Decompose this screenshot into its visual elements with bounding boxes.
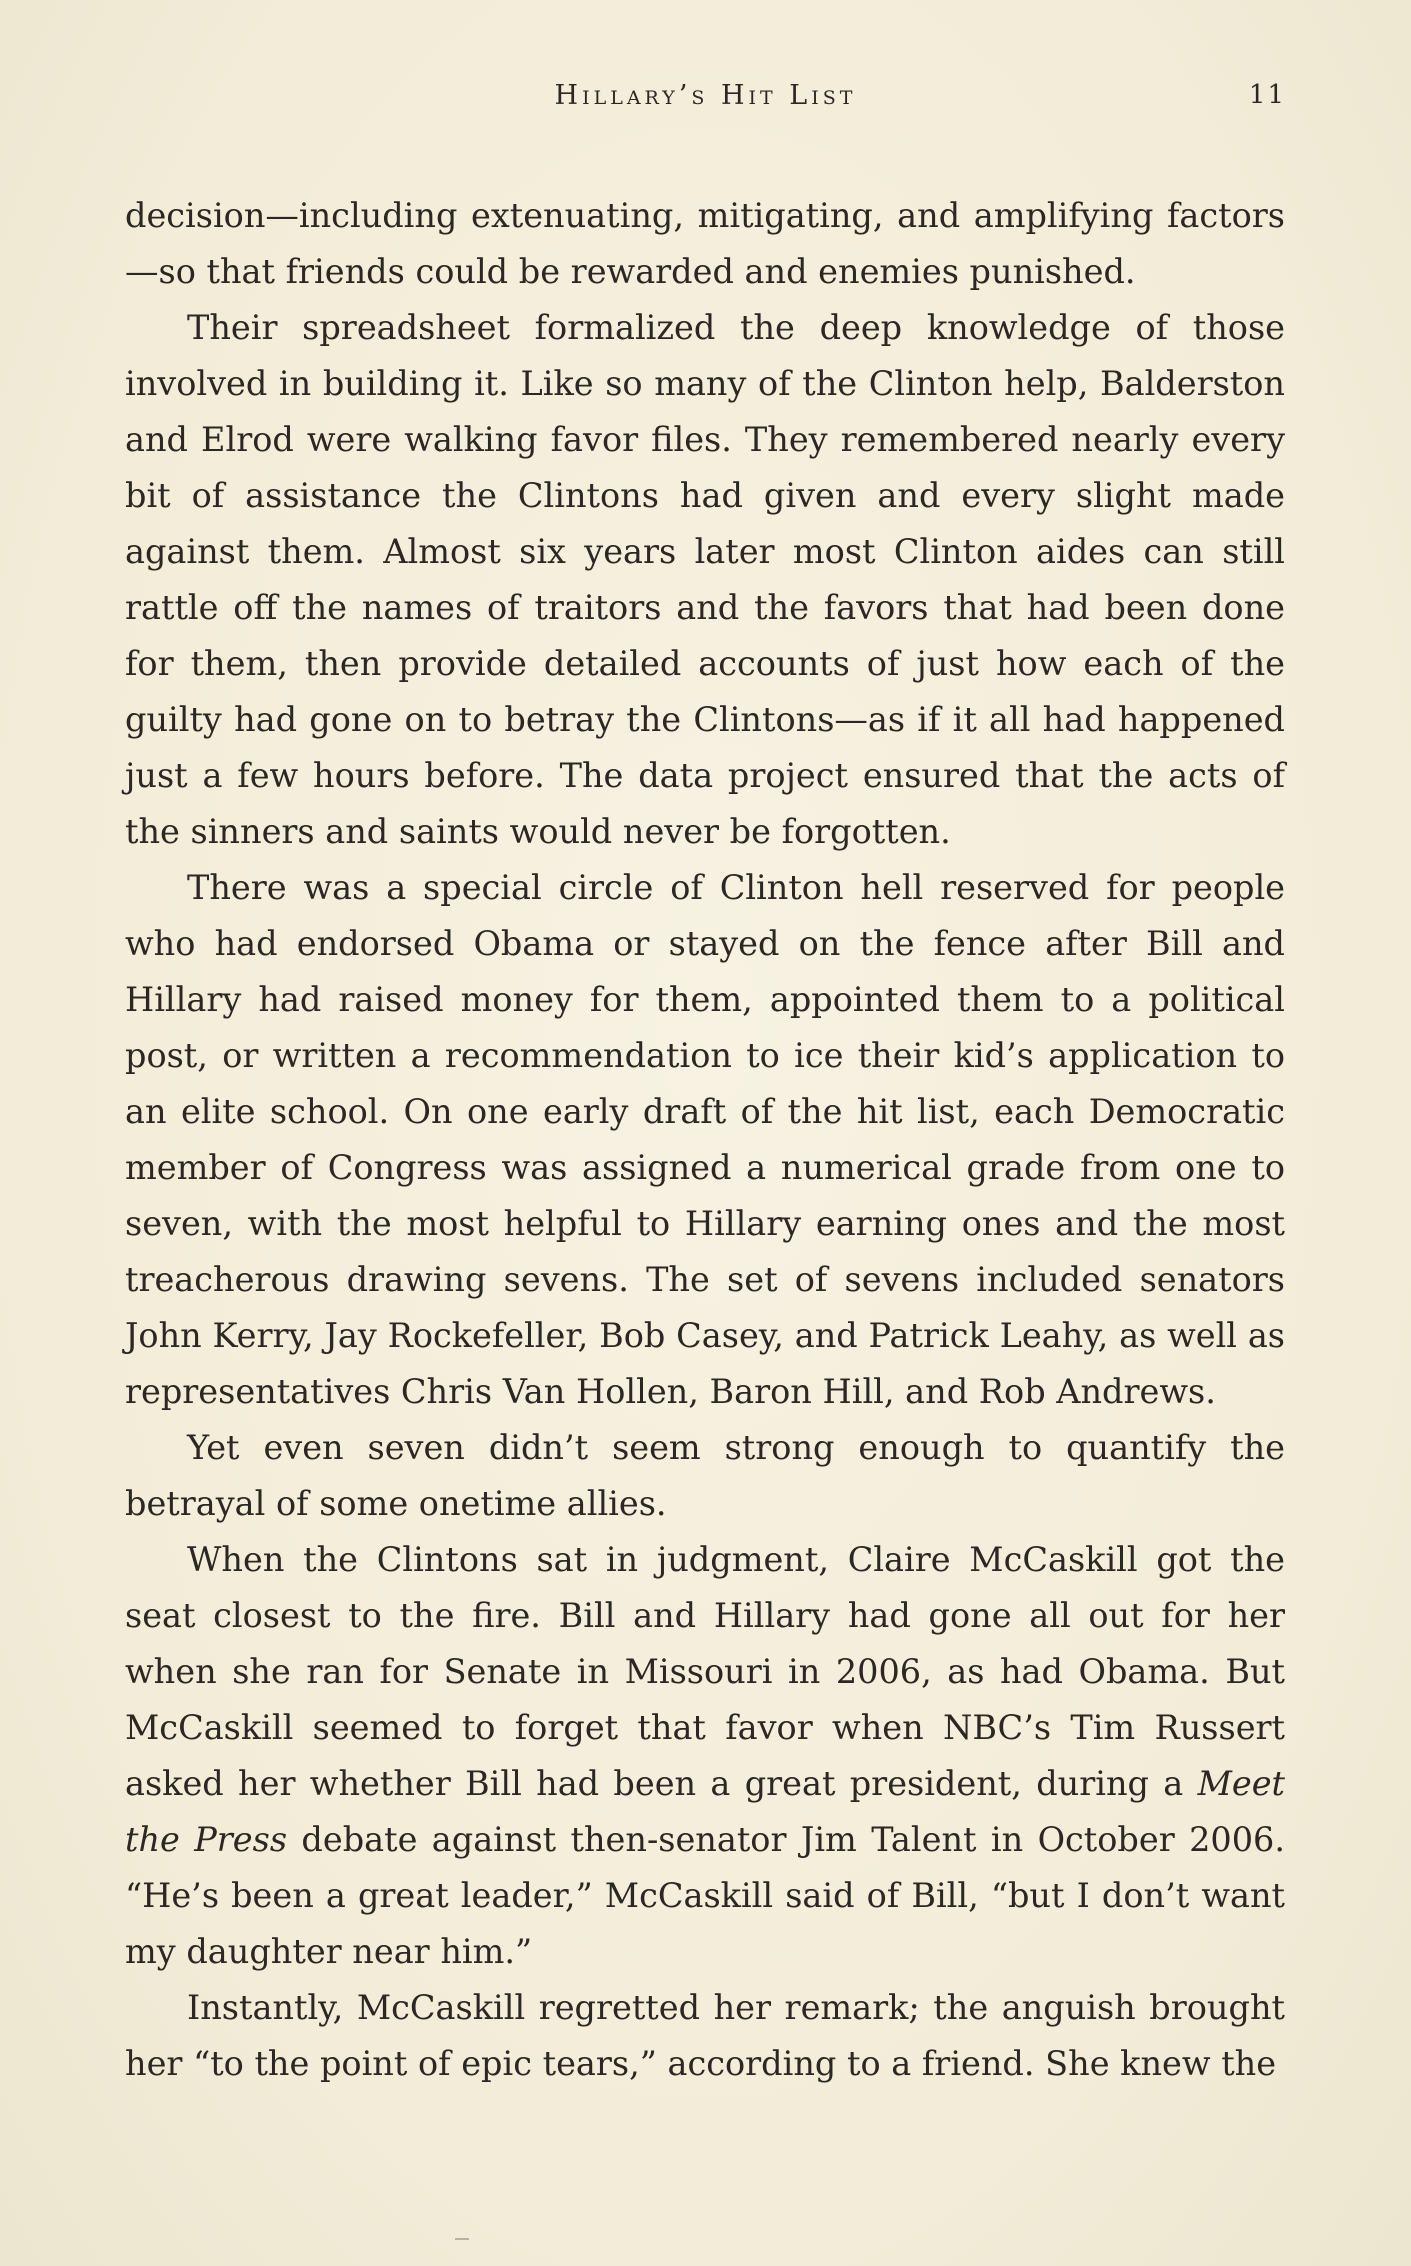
- scan-mark: [455, 2238, 469, 2240]
- page-number: 11: [1248, 80, 1286, 110]
- paragraph: There was a special circle of Clinton hell reserved for people who had endorsed Obama or stayed on the fence after Bill and Hillary had raised money for them, appointed them to a political post, or written a recommendation to ice their kid’s application to an elite school. On one early draft of the hit list, each Democratic member of Congress was assigned a numerical grade from one to seven, with the most helpful to Hillary earning ones and the most treacherous drawing sevens. The set of sevens included senators John Kerry, Jay Rockefeller, Bob Casey, and Patrick Leahy, as well as representatives Chris Van Hollen, Baron Hill, and Rob Andrews.: [125, 868, 1285, 1411]
- show-title: Meet the Press: [125, 1764, 1285, 1859]
- body-text: [125, 188, 1285, 2092]
- paragraph: [125, 1532, 1285, 1980]
- paragraph: decision—including extenuating, mitigating, and amplifying factors—so that friends could be rewarded and enemies punished.: [125, 196, 1285, 291]
- paragraph: Instantly, McCaskill regretted her remark; the anguish brought her “to the point of epic tears,” according to a friend. She knew the: [125, 1988, 1285, 2083]
- paragraph: Yet even seven didn’t seem strong enough to quantify the betrayal of some onetime allies.: [125, 1428, 1285, 1523]
- paragraph: Their spreadsheet formalized the deep knowledge of those involved in building it. Like so many of the Clinton help, Balderston and Elrod were walking favor files. They remembered nearly every bit of assistance the Clintons had given and every slight made against them. Almost six years later most Clinton aides can still rattle off the names of traitors and the favors that had been done for them, then provide detailed accounts of just how each of the guilty had gone on to betray the Clintons—as if it all had happened just a few hours before. The data project ensured that the acts of the sinners and saints would never be forgotten.: [125, 308, 1285, 851]
- page-header: [125, 80, 1286, 120]
- paragraph-text: When the Clintons sat in judgment, Claire McCaskill got the seat closest to the fire. Bill and Hillary had gone all out for her when she ran for Senate in Missouri in 2006, as had Obama. But McCaskill seemed to forget that favor when NBC’s Tim Russert asked her whether Bill had been a great president, during a: [125, 1540, 1285, 1803]
- running-head: Hillary’s Hit List: [554, 80, 857, 111]
- paragraph-text: debate against then-senator Jim Talent in October 2006. “He’s been a great leader,” McCaskill said of Bill, “but I don’t want my daughter near him.”: [125, 1820, 1286, 1971]
